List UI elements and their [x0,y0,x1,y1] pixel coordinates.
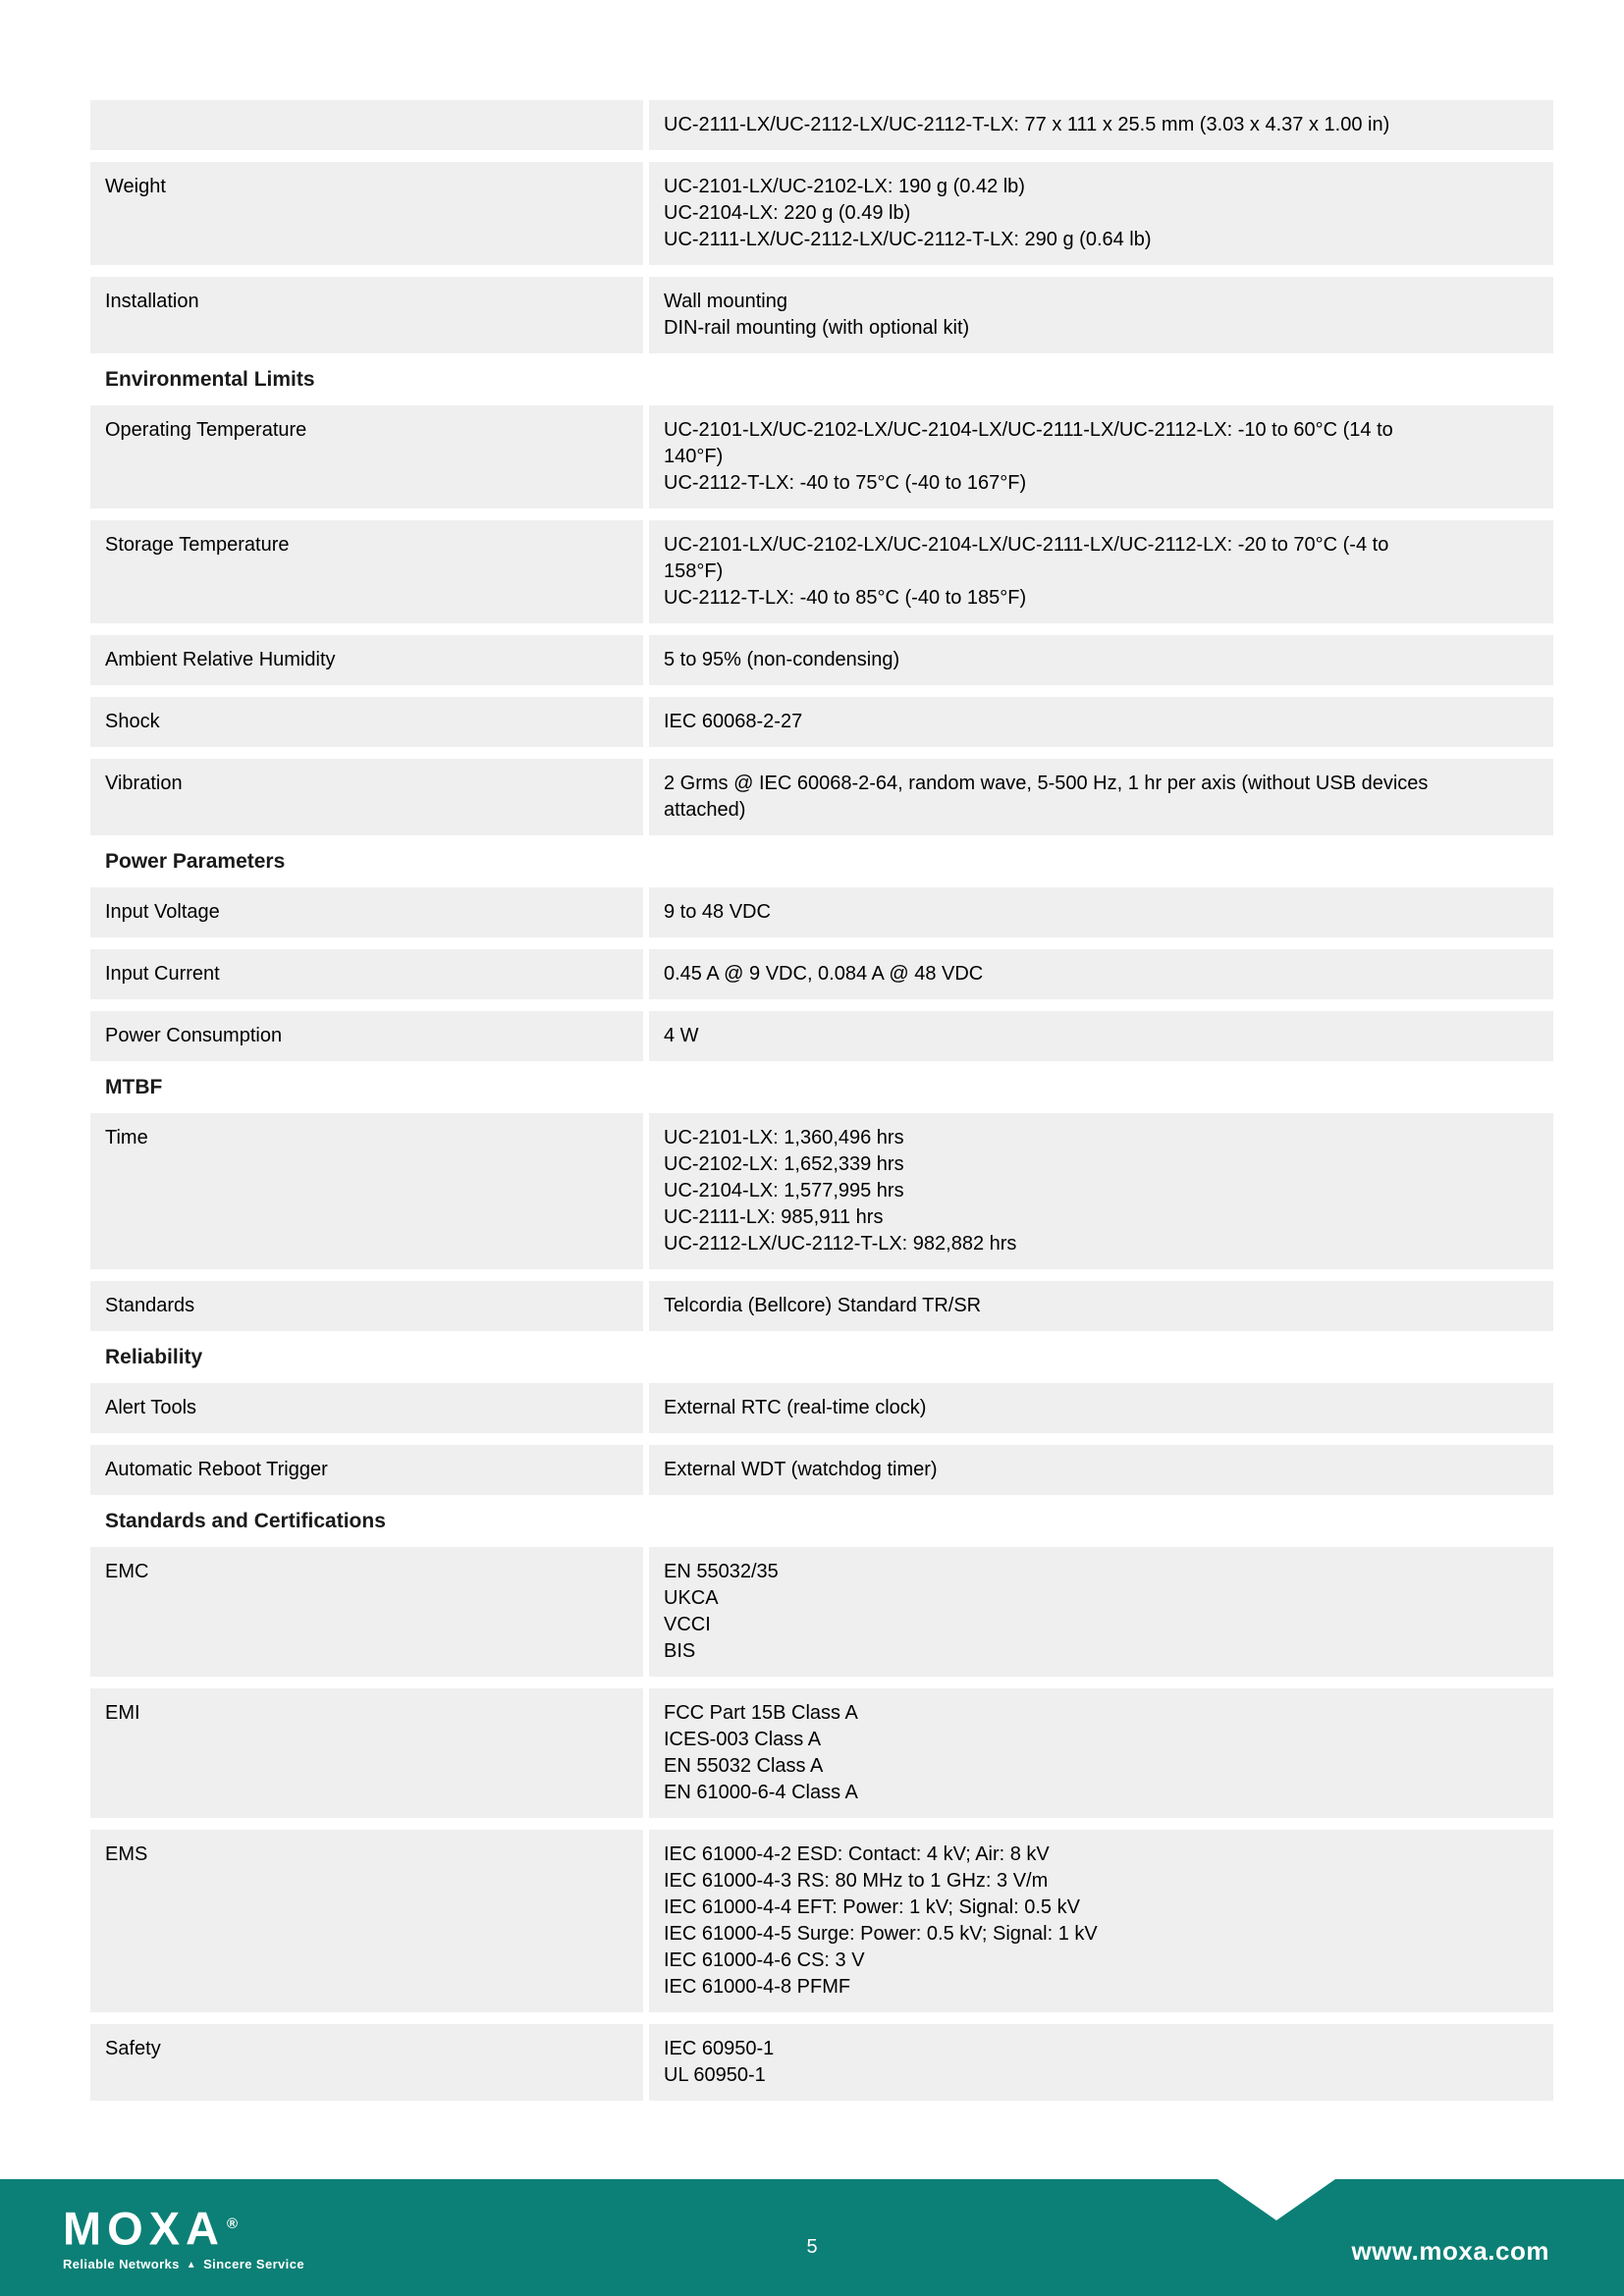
spec-value-line: BIS [664,1640,696,1662]
spec-section [90,847,1553,1061]
spec-value-line: Wall mounting [664,291,787,312]
spec-label-cell: Time [90,1113,643,1269]
spec-label-cell: Storage Temperature [90,520,643,623]
spec-value-line: UC-2102-LX: 1,652,339 hrs [664,1153,904,1175]
page-number: 5 [806,2236,818,2258]
spec-row [90,405,1553,508]
spec-value-cell [649,759,1553,835]
spec-value-line: UC-2101-LX/UC-2102-LX: 190 g (0.42 lb) [664,176,1025,197]
spec-label-cell: Weight [90,162,643,265]
spec-section [90,1507,1553,2101]
spec-value-cell [649,1281,1553,1331]
spec-label-cell [90,100,643,150]
spec-section [90,1073,1553,1331]
spec-value-line: 2 Grms @ IEC 60068-2-64, random wave, 5-500 Hz, 1 hr per axis (without USB devices [664,773,1429,794]
spec-value-line: UKCA [664,1587,719,1609]
spec-value-line: IEC 61000-4-4 EFT: Power: 1 kV; Signal: 0.5 kV [664,1896,1080,1918]
section-heading: Standards and Certifications [105,1510,386,1532]
spec-value-line: UC-2104-LX: 1,577,995 hrs [664,1180,904,1201]
spec-value-line: UC-2111-LX/UC-2112-LX/UC-2112-T-LX: 290 g (0.64 lb) [664,229,1152,250]
spec-value-line: VCCI [664,1614,711,1635]
spec-label-cell: Alert Tools [90,1383,643,1433]
section-rows [90,405,1553,835]
spec-value-cell [649,1830,1553,2012]
spec-label-cell: Safety [90,2024,643,2101]
section-rows [90,887,1553,1061]
spec-row [90,1281,1553,1331]
spec-value-line: 0.45 A @ 9 VDC, 0.084 A @ 48 VDC [664,963,984,985]
spec-row [90,635,1553,685]
spec-value-line: UC-2111-LX: 985,911 hrs [664,1206,884,1228]
spec-value-line: 140°F) [664,446,724,467]
spec-value-line: IEC 61000-4-8 PFMF [664,1976,851,1998]
spec-value-cell [649,520,1553,623]
spec-value-cell [649,100,1553,150]
spec-value-line: UC-2112-T-LX: -40 to 75°C (-40 to 167°F) [664,472,1027,494]
spec-value-line: 5 to 95% (non-condensing) [664,649,900,670]
spec-label-cell: Vibration [90,759,643,835]
spec-value-cell [649,1445,1553,1495]
section-heading: Power Parameters [105,850,286,873]
spec-label-cell: Input Current [90,949,643,999]
spec-value-line: IEC 60950-1 [664,2038,775,2059]
spec-value-line: EN 61000-6-4 Class A [664,1782,858,1803]
spec-value-cell [649,277,1553,353]
spec-value-cell [649,2024,1553,2101]
page-footer [0,2179,1624,2296]
spec-value-line: 4 W [664,1025,699,1046]
spec-label-cell: Ambient Relative Humidity [90,635,643,685]
spec-label-cell: Standards [90,1281,643,1331]
spec-value-cell [649,405,1553,508]
spec-row [90,949,1553,999]
section-rows [90,1113,1553,1331]
spec-table [90,0,1553,2179]
spec-row [90,162,1553,265]
spec-value-cell [649,949,1553,999]
spec-row [90,1383,1553,1433]
spec-label-cell: Shock [90,697,643,747]
spec-label-cell: Installation [90,277,643,353]
section-heading: MTBF [105,1076,163,1098]
section-rows [90,1547,1553,2101]
spec-value-line: UC-2101-LX/UC-2102-LX/UC-2104-LX/UC-2111-LX/UC-2112-LX: -20 to 70°C (-4 to [664,534,1389,556]
spec-label-cell: EMI [90,1688,643,1818]
spec-value-cell [649,1113,1553,1269]
spec-value-line: External WDT (watchdog timer) [664,1459,938,1480]
footer-notch-triangle [1218,2179,1335,2220]
spec-row [90,520,1553,623]
spec-value-cell [649,887,1553,937]
spec-value-line: DIN-rail mounting (with optional kit) [664,317,970,339]
spec-label-cell: Power Consumption [90,1011,643,1061]
spec-row [90,887,1553,937]
spec-section [90,100,1553,353]
spec-label-cell: Automatic Reboot Trigger [90,1445,643,1495]
spec-value-line: IEC 61000-4-5 Surge: Power: 0.5 kV; Signal: 1 kV [664,1923,1098,1945]
spec-value-cell [649,635,1553,685]
section-rows [90,100,1553,353]
moxa-brand-text: MOXA [63,2202,225,2255]
spec-label-cell: Input Voltage [90,887,643,937]
spec-value-line: EN 55032 Class A [664,1755,824,1777]
spec-value-cell [649,1011,1553,1061]
spec-value-line: UC-2112-T-LX: -40 to 85°C (-40 to 185°F) [664,587,1027,609]
section-heading: Reliability [105,1346,203,1368]
spec-row [90,1547,1553,1677]
spec-value-cell [649,162,1553,265]
tagline-right: Sincere Service [203,2256,304,2271]
spec-row [90,697,1553,747]
spec-value-line: UC-2101-LX: 1,360,496 hrs [664,1127,904,1148]
spec-label-cell: EMS [90,1830,643,2012]
spec-label-cell: EMC [90,1547,643,1677]
spec-value-line: 158°F) [664,561,724,582]
spec-value-line: UC-2112-LX/UC-2112-T-LX: 982,882 hrs [664,1233,1017,1255]
registered-trademark-icon: ® [227,2216,239,2232]
spec-value-line: IEC 61000-4-6 CS: 3 V [664,1949,865,1971]
spec-row [90,1688,1553,1818]
spec-value-line: ICES-003 Class A [664,1729,822,1750]
spec-row [90,1113,1553,1269]
spec-row [90,759,1553,835]
spec-value-cell [649,1688,1553,1818]
tagline-left: Reliable Networks [63,2256,180,2271]
spec-value-cell [649,1383,1553,1433]
spec-value-line: UL 60950-1 [664,2064,766,2086]
spec-value-line: Telcordia (Bellcore) Standard TR/SR [664,1295,982,1316]
spec-value-line: IEC 61000-4-2 ESD: Contact: 4 kV; Air: 8 kV [664,1843,1050,1865]
spec-value-line: External RTC (real-time clock) [664,1397,927,1418]
spec-value-line: UC-2111-LX/UC-2112-LX/UC-2112-T-LX: 77 x 111 x 25.5 mm (3.03 x 4.37 x 1.00 in) [664,114,1390,135]
spec-label-cell: Operating Temperature [90,405,643,508]
spec-row [90,1011,1553,1061]
section-rows [90,1383,1553,1495]
spec-row [90,1445,1553,1495]
spec-row [90,277,1553,353]
spec-value-cell [649,1547,1553,1677]
spec-value-line: attached) [664,799,746,821]
spec-value-cell [649,697,1553,747]
spec-value-line: IEC 60068-2-27 [664,711,803,732]
spec-section [90,1343,1553,1495]
spec-value-line: IEC 61000-4-3 RS: 80 MHz to 1 GHz: 3 V/m [664,1870,1049,1892]
spec-value-line: FCC Part 15B Class A [664,1702,858,1724]
spec-section [90,365,1553,835]
spec-row [90,2024,1553,2101]
spec-value-line: 9 to 48 VDC [664,901,771,923]
section-heading: Environmental Limits [105,368,315,391]
spec-row [90,1830,1553,2012]
website-link[interactable]: www.moxa.com [1351,2236,1549,2266]
spec-value-line: UC-2104-LX: 220 g (0.49 lb) [664,202,911,224]
spec-row [90,100,1553,150]
triangle-icon: ▲ [186,2259,197,2270]
spec-value-line: EN 55032/35 [664,1561,779,1582]
spec-value-line: UC-2101-LX/UC-2102-LX/UC-2104-LX/UC-2111-LX/UC-2112-LX: -10 to 60°C (14 to [664,419,1393,441]
